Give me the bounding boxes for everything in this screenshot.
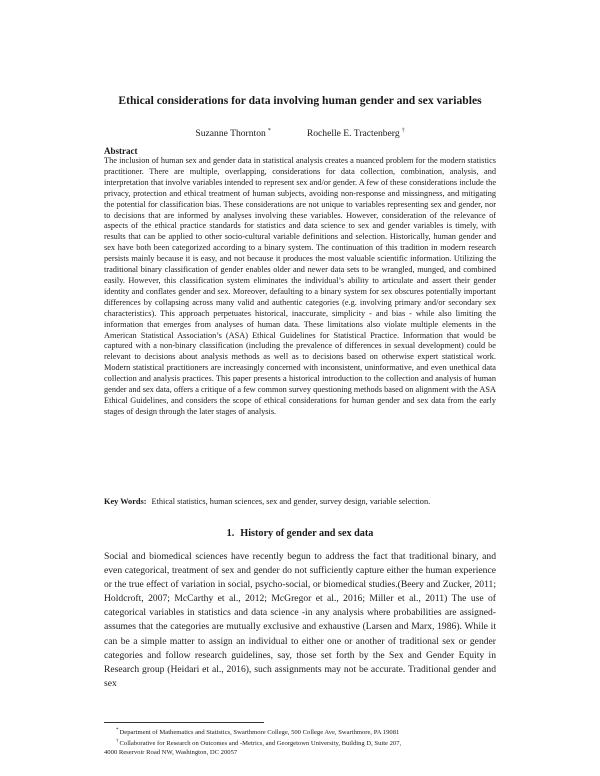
footnotes [104, 726, 496, 758]
section-heading [60, 528, 540, 540]
footnote-divider [104, 722, 264, 723]
keywords-text: Ethical statistics, human sciences, sex and gender, survey design, variable selection. [151, 497, 431, 506]
footnote-mark: † [116, 739, 119, 745]
abstract-heading: Abstract [104, 146, 138, 156]
author-1 [195, 125, 270, 140]
section-body-text: Social and biomedical sciences have recently begun to address the fact that traditional binary, and even categorical, treatment of sex and gender do not sufficiently capture either the human experience or the true effect of variation in social, psycho-social, or biomedical studies.(Beery and Zucker, 2011; Holdcroft, 2007; McCarthy et al., 2012; McGregor et al., 2016; Miller et al., 2011) The use of categorical variables in statistics and data science -in any analysis where probabilities are assigned- assumes that the categories are mutually exclusive and exhaustive (Larsen and Marx, 1986). While it can be a simple matter to assign an individual to either one or another of traditional sex or gender categories and follow research guidelines, say, those set forth by the Sex and Gender Equity in Research group (Heidari et al., 2016), such assignments may not be accurate. Traditional gender and sex [104, 551, 496, 689]
footnote-text: Department of Mathematics and Statistics, Swarthmore College, 500 College Ave, Swarthmore, PA 19081 [119, 729, 400, 736]
author-2 [307, 125, 405, 140]
footnote-2 [104, 737, 496, 748]
author-name: Rochelle E. Tractenberg [306, 128, 400, 139]
author-affiliation-mark: * [267, 128, 271, 134]
paper-title: Ethical considerations for data involving human gender and sex variables [118, 94, 482, 107]
author-affiliation-mark: † [401, 128, 405, 134]
footnote-mark: * [116, 728, 119, 733]
footnote-2-continuation: 4000 Reservoir Road NW, Washington, DC 20057 [104, 749, 238, 757]
author-name: Suzanne Thornton [195, 128, 266, 139]
keywords [104, 496, 496, 507]
footnote-1 [104, 726, 496, 737]
footnote-text: Collaborative for Research on Outcomes and -Metrics, and Georgetown University, Building D, Suite 207, [119, 740, 402, 748]
author-list [60, 125, 540, 140]
keywords-label: Key Words: [104, 497, 147, 506]
section-number: 1. [226, 528, 235, 539]
section-title: History of gender and sex data [240, 528, 374, 539]
abstract-text: The inclusion of human sex and gender data in statistical analysis creates a nuanced problem for the modern statistics practitioner. There are multiple, overlapping, considerations for data collection, combination, analysis, and interpretation that involve variables intended to represent sex and/or gender. A few of these considerations include the privacy, protection and ethical treatment of human subjects, avoiding non-response and missingness, and mitigating the potential for classification bias. These considerations are not unique to variables representing sex and gender, nor to decisions that are informed by analyses involving these variables. However, consideration of the relevance of aspects of the ethical practice standards for statistics and data science to sex and gender variables is timely, with results that can be applied to other socio-cultural variable definitions and selection. Historically, human gender and sex have both been categorized according to a binary system. The continuation of this tradition in modern research persists mainly because it is easy, and not because it produces the most valuable scientific information. Utilizing the traditional binary classification of gender enables older and newer data sets to be wrangled, munged, and combined easily. However, this classification system eliminates the individual’s ability to articulate and assert their gender identity and conflates gender and sex. Moreover, defaulting to a binary system for sex obscures potentially important differences by collapsing across many valid and authentic categories (e.g. involving primary and/or secondary sex characteristics). This approach perpetuates historical, inaccurate, simplicity - and bias - while also limiting the information that emerges from analyses of human data. These limitations also violate multiple elements in the American Statistical Association’s (ASA) Ethical Guidelines for Statistical Practice. Information that would be captured with a non-binary classification (including the prevalence of differences in sexual development) could be relevant to decisions about analysis methods as well as to decisions based on otherwise expert statistical work. Modern statistical practitioners are increasingly concerned with inconsistent, uninformative, and even unethical data collection and analysis practices. This paper presents a historical introduction to the collection and analysis of human gender and sex data, offers a critique of a few common survey questioning methods based on alignment with the ASA Ethical Guidelines, and considers the scope of ethical considerations for human gender and sex data from the early stages of design through the later stages of analysis. [104, 156, 496, 416]
